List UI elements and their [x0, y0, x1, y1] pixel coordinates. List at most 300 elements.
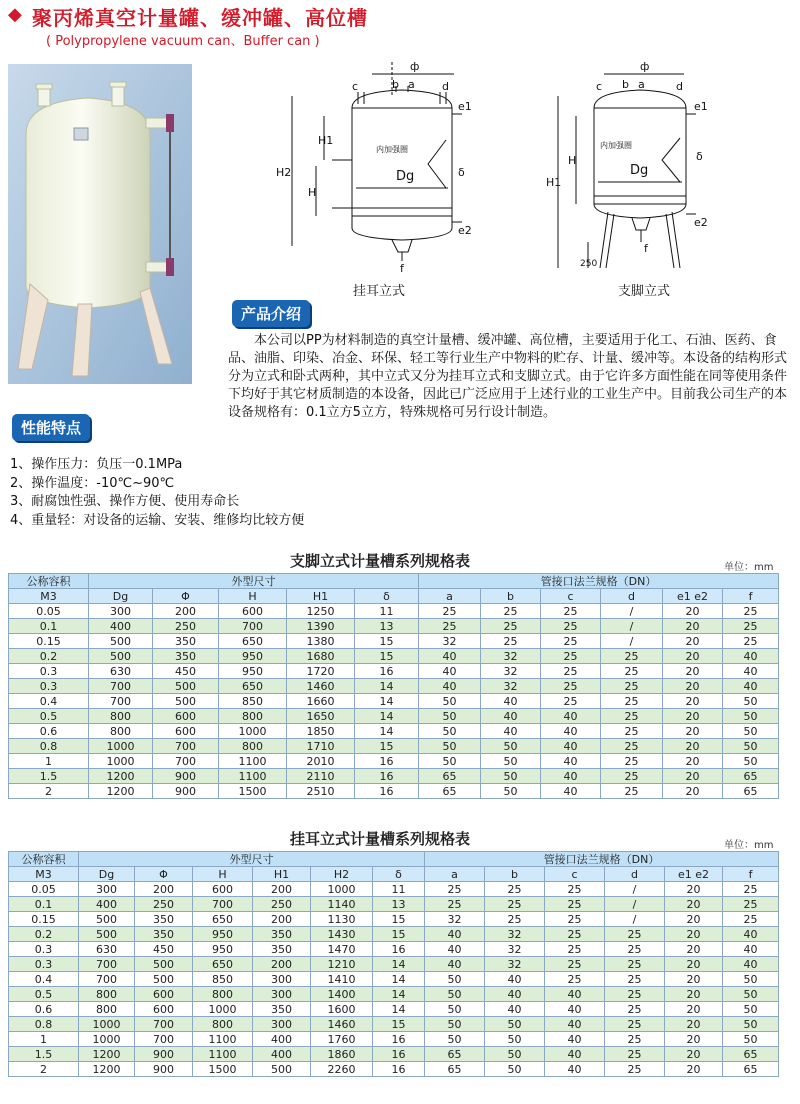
table-cell: 500 — [153, 694, 219, 709]
table-cell: 500 — [253, 1062, 311, 1077]
table-cell: 15 — [373, 927, 425, 942]
h1-label: H1 — [318, 134, 334, 147]
table-cell: 40 — [419, 649, 481, 664]
table-cell: 0.4 — [9, 972, 79, 987]
table-cell: 950 — [193, 927, 253, 942]
table-cell: 200 — [253, 957, 311, 972]
table-cell: 1000 — [219, 724, 287, 739]
table-cell: 1710 — [287, 739, 355, 754]
table-cell: 0.2 — [9, 649, 89, 664]
table-cell: 16 — [373, 942, 425, 957]
table-cell: 50 — [425, 1002, 485, 1017]
table-cell: 50 — [723, 694, 779, 709]
table-cell: 25 — [601, 694, 663, 709]
table-row — [9, 679, 779, 694]
table-cell: 250 — [253, 897, 311, 912]
table-cell: 25 — [541, 649, 601, 664]
column-header: c — [541, 589, 601, 604]
table-cell: 350 — [135, 927, 193, 942]
table-cell: 2010 — [287, 754, 355, 769]
intro-badge: 产品介绍 — [232, 300, 310, 327]
table-cell: 630 — [89, 664, 153, 679]
group-header-flanges: 管接口法兰规格（DN） — [425, 852, 779, 867]
table-cell: 500 — [89, 634, 153, 649]
table-cell: 800 — [79, 987, 135, 1002]
table-cell: 40 — [485, 1002, 545, 1017]
table-cell: 800 — [79, 1002, 135, 1017]
table-cell: 25 — [545, 927, 605, 942]
table-cell: 450 — [153, 664, 219, 679]
table-cell: 25 — [485, 882, 545, 897]
column-header: b — [485, 867, 545, 882]
table-cell: 1000 — [79, 1017, 135, 1032]
column-header: e1 e2 — [665, 867, 723, 882]
column-header: f — [723, 867, 779, 882]
table-row — [9, 942, 779, 957]
f-label: f — [644, 242, 648, 255]
table-cell: 1410 — [311, 972, 373, 987]
table-cell: 0.3 — [9, 942, 79, 957]
table-cell: 16 — [373, 1047, 425, 1062]
table-cell: 1380 — [287, 634, 355, 649]
dg-label: Dg — [630, 163, 649, 178]
table-cell: 1200 — [89, 769, 153, 784]
table-cell: 40 — [541, 709, 601, 724]
table-cell: 40 — [481, 694, 541, 709]
table-row — [9, 1047, 779, 1062]
table-cell: 650 — [193, 957, 253, 972]
e2-label: e2 — [694, 216, 708, 229]
table-cell: 25 — [541, 604, 601, 619]
table-cell: 25 — [601, 664, 663, 679]
table-row — [9, 972, 779, 987]
table-cell: 350 — [253, 942, 311, 957]
table-cell: 50 — [485, 1032, 545, 1047]
table-row — [9, 897, 779, 912]
table-cell: 40 — [545, 1047, 605, 1062]
column-header: H — [193, 867, 253, 882]
table-row — [9, 649, 779, 664]
table-cell: 25 — [605, 957, 665, 972]
column-header: H1 — [287, 589, 355, 604]
table-cell: 1250 — [287, 604, 355, 619]
table-cell: 50 — [723, 1017, 779, 1032]
e1-label: e1 — [458, 100, 472, 113]
table-cell: 50 — [485, 1017, 545, 1032]
table-cell: 700 — [153, 754, 219, 769]
table-cell: 25 — [601, 739, 663, 754]
table-cell: 14 — [373, 987, 425, 1002]
table-cell: 25 — [485, 912, 545, 927]
table-cell: 65 — [723, 784, 779, 799]
table-cell: 40 — [485, 987, 545, 1002]
table-cell: 50 — [723, 972, 779, 987]
table-cell: 65 — [425, 1062, 485, 1077]
h1-label: H1 — [546, 176, 562, 189]
table-cell: 1460 — [311, 1017, 373, 1032]
table-cell: 700 — [135, 1017, 193, 1032]
d-label: d — [676, 80, 683, 93]
table-cell: 1500 — [193, 1062, 253, 1077]
inner-ring-label: 内加强圈 — [600, 141, 632, 150]
table-cell: 600 — [193, 882, 253, 897]
table-cell: 0.3 — [9, 679, 89, 694]
table-cell: 32 — [485, 927, 545, 942]
diagram-ear-mounted — [272, 56, 482, 296]
table-cell: 1.5 — [9, 1047, 79, 1062]
table-cell: 0.05 — [9, 882, 79, 897]
table-cell: 40 — [723, 957, 779, 972]
table-cell: 25 — [605, 942, 665, 957]
product-photo — [8, 64, 192, 384]
table-cell: 25 — [601, 679, 663, 694]
table-cell: 200 — [153, 604, 219, 619]
table-cell: 2110 — [287, 769, 355, 784]
table-cell: 50 — [481, 784, 541, 799]
table-cell: 1100 — [219, 769, 287, 784]
table-cell: 50 — [723, 1032, 779, 1047]
table-cell: 1850 — [287, 724, 355, 739]
group-header-capacity: 公称容积 — [9, 852, 79, 867]
table-row — [9, 724, 779, 739]
table-cell: 300 — [253, 987, 311, 1002]
table-cell: 2 — [9, 784, 89, 799]
table-cell: 50 — [723, 709, 779, 724]
table-cell: 1600 — [311, 1002, 373, 1017]
spec-table-leg — [8, 573, 779, 799]
table-cell: 800 — [193, 987, 253, 1002]
column-header: c — [545, 867, 605, 882]
table-cell: 25 — [545, 912, 605, 927]
table-cell: 40 — [723, 679, 779, 694]
table-cell: 20 — [663, 664, 723, 679]
column-header: Dg — [89, 589, 153, 604]
table-row — [9, 912, 779, 927]
features-badge: 性能特点 — [12, 414, 90, 441]
d-label: d — [442, 80, 449, 93]
table-cell: 32 — [485, 942, 545, 957]
table-cell: 20 — [663, 694, 723, 709]
table-cell: 500 — [153, 679, 219, 694]
table-cell: 16 — [355, 769, 419, 784]
table-cell: / — [601, 604, 663, 619]
column-header: M3 — [9, 589, 89, 604]
table-cell: 300 — [253, 972, 311, 987]
table-cell: 900 — [135, 1062, 193, 1077]
table-row — [9, 769, 779, 784]
table-cell: 25 — [723, 897, 779, 912]
table-cell: 900 — [153, 784, 219, 799]
table-cell: 32 — [481, 679, 541, 694]
column-header: b — [481, 589, 541, 604]
table-cell: 20 — [665, 972, 723, 987]
table-cell: 1460 — [287, 679, 355, 694]
table-cell: 16 — [355, 784, 419, 799]
table-cell: 14 — [373, 957, 425, 972]
b-label: b — [392, 78, 399, 91]
table-cell: 15 — [373, 1017, 425, 1032]
table-cell: 2510 — [287, 784, 355, 799]
table-cell: 20 — [665, 1032, 723, 1047]
table-row — [9, 664, 779, 679]
table-cell: 13 — [373, 897, 425, 912]
table-cell: 0.15 — [9, 634, 89, 649]
table-cell: 25 — [419, 604, 481, 619]
feature-item: 3、耐腐蚀性强、操作方便、使用寿命长 — [10, 494, 240, 509]
table-cell: 25 — [481, 619, 541, 634]
table-cell: 0.05 — [9, 604, 89, 619]
group-header-dimensions: 外型尺寸 — [79, 852, 425, 867]
c-label: c — [352, 80, 359, 93]
table-cell: 0.5 — [9, 709, 89, 724]
table-cell: 20 — [665, 1062, 723, 1077]
table-cell: 0.8 — [9, 1017, 79, 1032]
table-cell: 1500 — [219, 784, 287, 799]
table-row — [9, 739, 779, 754]
phi-label: ф — [640, 60, 650, 73]
table-cell: 0.3 — [9, 664, 89, 679]
table-column-header — [9, 867, 779, 882]
column-header: M3 — [9, 867, 79, 882]
table-cell: 500 — [135, 957, 193, 972]
table-cell: 40 — [419, 679, 481, 694]
table-cell: 25 — [425, 882, 485, 897]
table-cell: 700 — [219, 619, 287, 634]
table-cell: 450 — [135, 942, 193, 957]
page-subtitle: ( Polypropylene vacuum can、Buffer can ) — [46, 34, 320, 49]
table-cell: 300 — [79, 882, 135, 897]
table-cell: 20 — [665, 897, 723, 912]
table-cell: 15 — [373, 912, 425, 927]
table-cell: 800 — [219, 739, 287, 754]
table2-unit: 单位：mm — [724, 840, 774, 851]
table-cell: 1100 — [193, 1032, 253, 1047]
table-cell: 650 — [193, 912, 253, 927]
table-cell: 25 — [545, 972, 605, 987]
table-cell: 25 — [601, 709, 663, 724]
table-cell: 25 — [425, 897, 485, 912]
table-cell: 300 — [253, 1017, 311, 1032]
table-cell: 50 — [723, 754, 779, 769]
table-cell: 700 — [135, 1032, 193, 1047]
table-cell: 500 — [135, 972, 193, 987]
table-cell: 630 — [79, 942, 135, 957]
table-cell: 1860 — [311, 1047, 373, 1062]
table-row — [9, 754, 779, 769]
table-cell: 25 — [541, 619, 601, 634]
table-cell: 65 — [723, 769, 779, 784]
table-cell: 15 — [355, 739, 419, 754]
table-cell: 25 — [541, 634, 601, 649]
table-cell: 600 — [135, 1002, 193, 1017]
table-cell: 50 — [485, 1047, 545, 1062]
table-cell: 40 — [723, 942, 779, 957]
group-header-flanges: 管接口法兰规格（DN） — [419, 574, 779, 589]
table-cell: 32 — [481, 664, 541, 679]
table-cell: 1.5 — [9, 769, 89, 784]
table-cell: 40 — [723, 664, 779, 679]
table-cell: 700 — [193, 897, 253, 912]
table-cell: 20 — [663, 634, 723, 649]
table-cell: 16 — [373, 1032, 425, 1047]
table1-title: 支脚立式计量槽系列规格表 — [290, 552, 471, 570]
table-cell: 1200 — [89, 784, 153, 799]
table-cell: 14 — [355, 694, 419, 709]
table-cell: 1660 — [287, 694, 355, 709]
table-cell: 20 — [663, 604, 723, 619]
table-row — [9, 1002, 779, 1017]
table-cell: 1430 — [311, 927, 373, 942]
table-cell: 500 — [79, 912, 135, 927]
table-cell: 50 — [481, 754, 541, 769]
table-cell: 65 — [419, 784, 481, 799]
table-row — [9, 1032, 779, 1047]
table-cell: 14 — [355, 724, 419, 739]
table-cell: 20 — [663, 769, 723, 784]
table-cell: 1000 — [79, 1032, 135, 1047]
table-cell: 32 — [425, 912, 485, 927]
column-header: a — [419, 589, 481, 604]
column-header: δ — [373, 867, 425, 882]
table-cell: 40 — [481, 709, 541, 724]
table-cell: 600 — [153, 709, 219, 724]
table-cell: 350 — [253, 1002, 311, 1017]
table-cell: 1000 — [193, 1002, 253, 1017]
table-cell: 350 — [153, 649, 219, 664]
table-cell: 500 — [79, 927, 135, 942]
table-cell: 25 — [541, 664, 601, 679]
table-cell: 350 — [253, 927, 311, 942]
column-header: Dg — [79, 867, 135, 882]
feature-item: 2、操作温度：-10℃~90℃ — [10, 475, 175, 491]
table-cell: / — [601, 619, 663, 634]
table-cell: 25 — [541, 694, 601, 709]
column-header: H1 — [253, 867, 311, 882]
table-cell: 1100 — [193, 1047, 253, 1062]
spec-table-ear — [8, 851, 779, 1077]
f-label: f — [400, 262, 404, 275]
table-cell: 14 — [373, 1002, 425, 1017]
table-row — [9, 784, 779, 799]
table-cell: 25 — [545, 942, 605, 957]
table-cell: 0.1 — [9, 619, 89, 634]
table-cell: / — [601, 634, 663, 649]
table-cell: 20 — [663, 754, 723, 769]
table-cell: 25 — [601, 769, 663, 784]
column-header: d — [605, 867, 665, 882]
table-cell: 20 — [663, 739, 723, 754]
table-cell: 650 — [219, 634, 287, 649]
features-list — [10, 456, 304, 530]
table-cell: 11 — [373, 882, 425, 897]
table-cell: 32 — [419, 634, 481, 649]
table-row — [9, 694, 779, 709]
table-cell: 20 — [663, 724, 723, 739]
leg-height-label: 250 — [580, 259, 598, 269]
table-cell: 950 — [193, 942, 253, 957]
table-row — [9, 1062, 779, 1077]
table-cell: 900 — [153, 769, 219, 784]
table-cell: 0.6 — [9, 724, 89, 739]
table-cell: 400 — [79, 897, 135, 912]
table-cell: 20 — [665, 1002, 723, 1017]
phi-label: ф — [410, 60, 420, 73]
table-cell: 0.3 — [9, 957, 79, 972]
table-cell: 14 — [373, 972, 425, 987]
table-cell: 13 — [355, 619, 419, 634]
table-cell: 600 — [135, 987, 193, 1002]
column-header: H — [219, 589, 287, 604]
table-group-header — [9, 574, 779, 589]
table-cell: 700 — [89, 679, 153, 694]
table-cell: 250 — [135, 897, 193, 912]
table-row — [9, 1017, 779, 1032]
table-cell: 25 — [723, 634, 779, 649]
column-header: f — [723, 589, 779, 604]
table-cell: 50 — [419, 739, 481, 754]
table-cell: 1400 — [311, 987, 373, 1002]
table-cell: 40 — [545, 1062, 605, 1077]
table-cell: 16 — [355, 754, 419, 769]
table-cell: 950 — [219, 649, 287, 664]
table-cell: 500 — [89, 649, 153, 664]
group-header-dimensions: 外型尺寸 — [89, 574, 419, 589]
h2-label: H2 — [276, 166, 292, 179]
table-cell: 14 — [355, 709, 419, 724]
table-cell: 50 — [425, 1017, 485, 1032]
table-row — [9, 709, 779, 724]
table-cell: 2260 — [311, 1062, 373, 1077]
table-cell: 20 — [665, 942, 723, 957]
column-header: e1 e2 — [663, 589, 723, 604]
table-cell: 25 — [545, 897, 605, 912]
table-cell: 350 — [135, 912, 193, 927]
table-cell: 200 — [253, 882, 311, 897]
table-cell: 25 — [605, 927, 665, 942]
table-cell: 50 — [723, 724, 779, 739]
table-cell: 400 — [89, 619, 153, 634]
e2-label: e2 — [458, 224, 472, 237]
table-cell: 50 — [419, 709, 481, 724]
page-title: 聚丙烯真空计量罐、缓冲罐、高位槽 — [32, 6, 368, 30]
table-cell: 20 — [665, 987, 723, 1002]
table-cell: 40 — [545, 1017, 605, 1032]
table-cell: 50 — [419, 724, 481, 739]
table-cell: 25 — [601, 784, 663, 799]
table-cell: 250 — [153, 619, 219, 634]
column-header: H2 — [311, 867, 373, 882]
table-row — [9, 987, 779, 1002]
table-cell: 800 — [89, 709, 153, 724]
table-row — [9, 634, 779, 649]
table-cell: 25 — [605, 987, 665, 1002]
table-cell: 25 — [605, 1002, 665, 1017]
table-cell: 20 — [663, 679, 723, 694]
table-cell: 40 — [541, 724, 601, 739]
table-cell: / — [605, 912, 665, 927]
table-cell: 0.5 — [9, 987, 79, 1002]
table-cell: 20 — [663, 649, 723, 664]
table-cell: 700 — [89, 694, 153, 709]
table-cell: 700 — [79, 972, 135, 987]
table2-title: 挂耳立式计量槽系列规格表 — [290, 830, 471, 848]
table-cell: 1140 — [311, 897, 373, 912]
table-cell: 25 — [605, 1062, 665, 1077]
table-cell: 14 — [355, 679, 419, 694]
table-cell: 16 — [373, 1062, 425, 1077]
table-cell: 65 — [425, 1047, 485, 1062]
table-cell: 1390 — [287, 619, 355, 634]
